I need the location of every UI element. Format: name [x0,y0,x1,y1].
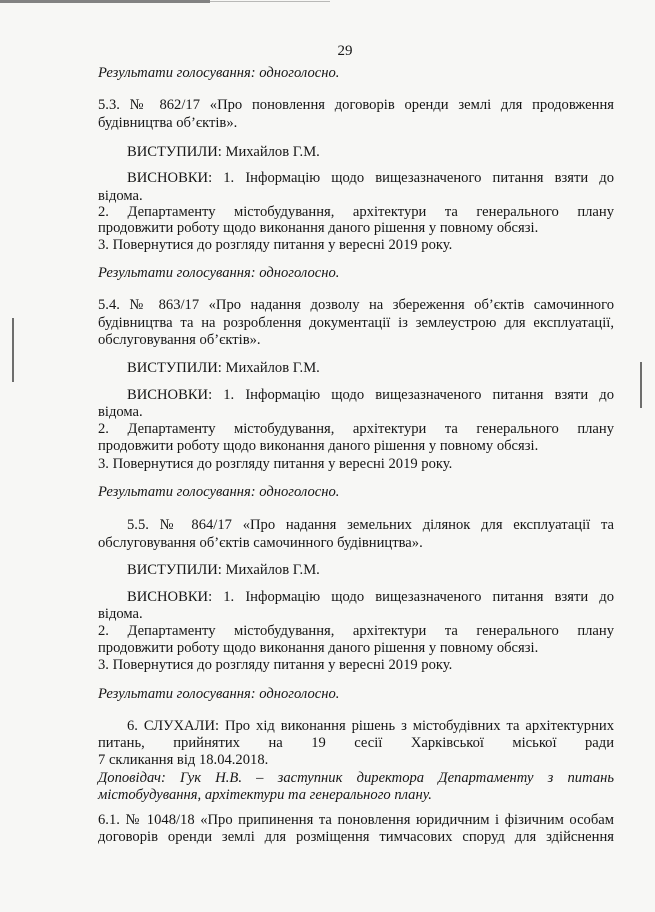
speaker-line-2: містобудування, архітектури та генерального плану. [98,787,432,803]
conclusion-1-cont: відома. [98,188,143,204]
conclusion-2-cont: продовжити роботу щодо виконання даного рішення у повному обсязі. [98,640,539,656]
conclusion-1-cont: відома. [98,404,143,420]
item-5-3-line-2: будівництва об’єктів». [98,115,238,131]
conclusion-2-cont: продовжити роботу щодо виконання даного рішення у повному обсязі. [98,220,539,236]
voting-result: Результати голосування: одноголосно. [98,65,340,81]
spoke: ВИСТУПИЛИ: Михайлов Г.М. [127,144,320,160]
conclusion-3: 3. Повернутися до розгляду питання у вересні 2019 року. [98,237,453,253]
item-6-line-1: 6. СЛУХАЛИ: Про хід виконання рішень з містобудівних та архітектурних [127,718,614,734]
item-6-line-3: 7 скликання від 18.04.2018. [98,752,269,768]
spoke: ВИСТУПИЛИ: Михайлов Г.М. [127,562,320,578]
conclusion-2: 2. Департаменту містобудування, архітектури та генерального плану [98,204,614,220]
conclusion-1: ВИСНОВКИ: 1. Інформацію щодо вищезазначеного питання взяти до [127,170,614,186]
voting-result: Результати голосування: одноголосно. [98,484,340,500]
conclusion-1: ВИСНОВКИ: 1. Інформацію щодо вищезазначеного питання взяти до [127,387,614,403]
scan-artifact [0,0,210,3]
page-number: 29 [337,43,353,59]
conclusion-2-cont: продовжити роботу щодо виконання даного рішення у повному обсязі. [98,438,539,454]
item-6-1-line-1: 6.1. № 1048/18 «Про припинення та поновлення юридичним і фізичним особам [98,812,614,828]
item-5-5-line-2: обслуговування об’єктів самочинного будівництва». [98,535,423,551]
item-5-3-line-1: 5.3. № 862/17 «Про поновлення договорів оренди землі для продовження [98,97,614,113]
scan-artifact [12,318,14,382]
item-5-4-line-2: будівництва та на розроблення документації із землеустрою для експлуатації, [98,315,614,331]
conclusion-2: 2. Департаменту містобудування, архітектури та генерального плану [98,421,614,437]
voting-result: Результати голосування: одноголосно. [98,686,340,702]
conclusion-3: 3. Повернутися до розгляду питання у вересні 2019 року. [98,456,453,472]
conclusion-2: 2. Департаменту містобудування, архітектури та генерального плану [98,623,614,639]
item-6-1-line-2: договорів оренди землі для розміщення тимчасових споруд для здійснення [98,829,614,845]
item-6-line-2: питань, прийнятих на 19 сесії Харківської міської ради [98,735,614,751]
item-5-5-line-1: 5.5. № 864/17 «Про надання земельних ділянок для експлуатації та [127,517,614,533]
item-5-4-line-3: обслуговування об’єктів». [98,332,261,348]
conclusion-3: 3. Повернутися до розгляду питання у вересні 2019 року. [98,657,453,673]
scan-artifact [210,1,330,2]
item-5-4-line-1: 5.4. № 863/17 «Про надання дозволу на збереження об’єктів самочинного [98,297,614,313]
conclusion-1: ВИСНОВКИ: 1. Інформацію щодо вищезазначеного питання взяти до [127,589,614,605]
conclusion-1-cont: відома. [98,606,143,622]
speaker-line-1: Доповідач: Гук Н.В. – заступник директора Департаменту з питань [98,770,614,786]
spoke: ВИСТУПИЛИ: Михайлов Г.М. [127,360,320,376]
voting-result: Результати голосування: одноголосно. [98,265,340,281]
